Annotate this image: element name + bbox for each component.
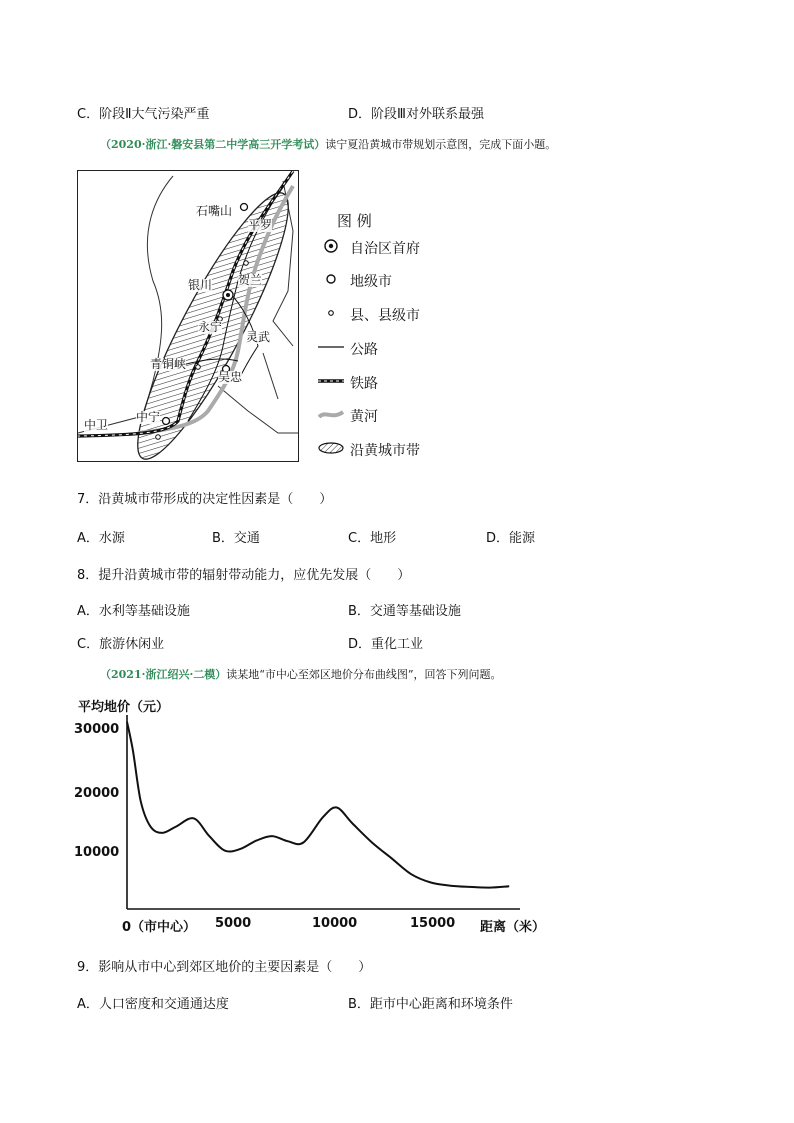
- x-tick-5000: 5000: [215, 916, 252, 931]
- legend-capital: 自治区首府: [350, 241, 420, 257]
- map-label-yinchuan: 银川: [188, 278, 213, 292]
- map-label-qingtongxia: 青铜峡: [150, 357, 187, 371]
- question-7-stem: 7．沿黄城市带形成的决定性因素是（ ）: [77, 492, 333, 507]
- x-tick-15000: 15000: [410, 916, 456, 931]
- legend-symbols: [318, 238, 344, 458]
- legend-prefecture-city: 地级市: [350, 274, 392, 290]
- county-icon: [329, 311, 334, 316]
- land-price-chart: [120, 715, 530, 915]
- legend-county: 县、县级市: [350, 308, 420, 324]
- source-text-1: 读宁夏沿黄城市带规划示意图，完成下面小题。: [325, 138, 557, 151]
- legend-railway: 铁路: [350, 376, 378, 392]
- map-label-zhongning: 中宁: [136, 410, 161, 424]
- q7-option-b: B．交通: [212, 531, 260, 546]
- option-d-prev: D．阶段Ⅲ对外联系最强: [348, 107, 484, 122]
- map-label-wuzhong: 吴忠: [218, 370, 243, 384]
- map-label-zhongwei: 中卫: [84, 418, 109, 432]
- map-figure: [77, 170, 299, 462]
- q7-option-a: A．水源: [77, 531, 125, 546]
- q8-option-d: D．重化工业: [348, 637, 424, 652]
- y-tick-30000: 30000: [74, 722, 120, 737]
- city-belt-icon: [319, 443, 343, 453]
- option-c-prev: C．阶段Ⅱ大气污染严重: [77, 107, 210, 122]
- source-tag-1: （2020·浙江·磐安县第二中学高三开学考试）: [100, 138, 326, 151]
- chart-x-label: 距离（米）: [480, 920, 546, 935]
- q9-option-b: B．距市中心距离和环境条件: [348, 997, 513, 1012]
- legend-road: 公路: [350, 342, 378, 358]
- q9-option-a: A．人口密度和交通通达度: [77, 997, 229, 1012]
- x-tick-10000: 10000: [312, 916, 358, 931]
- map-label-lingwu: 灵武: [246, 330, 271, 344]
- prefecture-city-icon: [327, 275, 335, 283]
- question-9-stem: 9．影响从市中心到郊区地价的主要因素是（ ）: [77, 960, 372, 975]
- land-price-curve: [127, 722, 509, 888]
- map-label-pingluo: 平罗: [248, 218, 273, 232]
- source-line-1: [100, 136, 556, 152]
- map-label-helan: 贺兰: [238, 273, 263, 287]
- map-label-shizuishan: 石嘴山: [196, 204, 233, 218]
- question-8-stem: 8．提升沿黄城市带的辐射带动能力，应优先发展（ ）: [77, 568, 411, 583]
- q7-option-c: C．地形: [348, 531, 397, 546]
- y-tick-20000: 20000: [74, 786, 120, 801]
- map-label-yongning: 永宁: [198, 320, 223, 334]
- capital-icon: [325, 240, 337, 252]
- chart-y-label: 平均地价（元）: [78, 700, 170, 715]
- q8-option-b: B．交通等基础设施: [348, 604, 461, 619]
- source-tag-2: （2021·浙江绍兴·二模）: [100, 668, 227, 681]
- legend-river: 黄河: [350, 409, 378, 425]
- legend-title: 图 例: [337, 212, 372, 230]
- source-line-2: [100, 666, 502, 682]
- legend-city-belt: 沿黄城市带: [350, 443, 420, 459]
- source-text-2: 读某地“市中心至郊区地价分布曲线图”，回答下列问题。: [226, 668, 502, 681]
- q7-option-d: D．能源: [486, 531, 536, 546]
- q8-option-c: C．旅游休闲业: [77, 637, 165, 652]
- q8-option-a: A．水利等基础设施: [77, 604, 190, 619]
- river-icon: [319, 412, 343, 417]
- y-tick-10000: 10000: [74, 845, 120, 860]
- x-tick-0: 0（市中心）: [122, 920, 197, 935]
- map-svg: [78, 171, 299, 462]
